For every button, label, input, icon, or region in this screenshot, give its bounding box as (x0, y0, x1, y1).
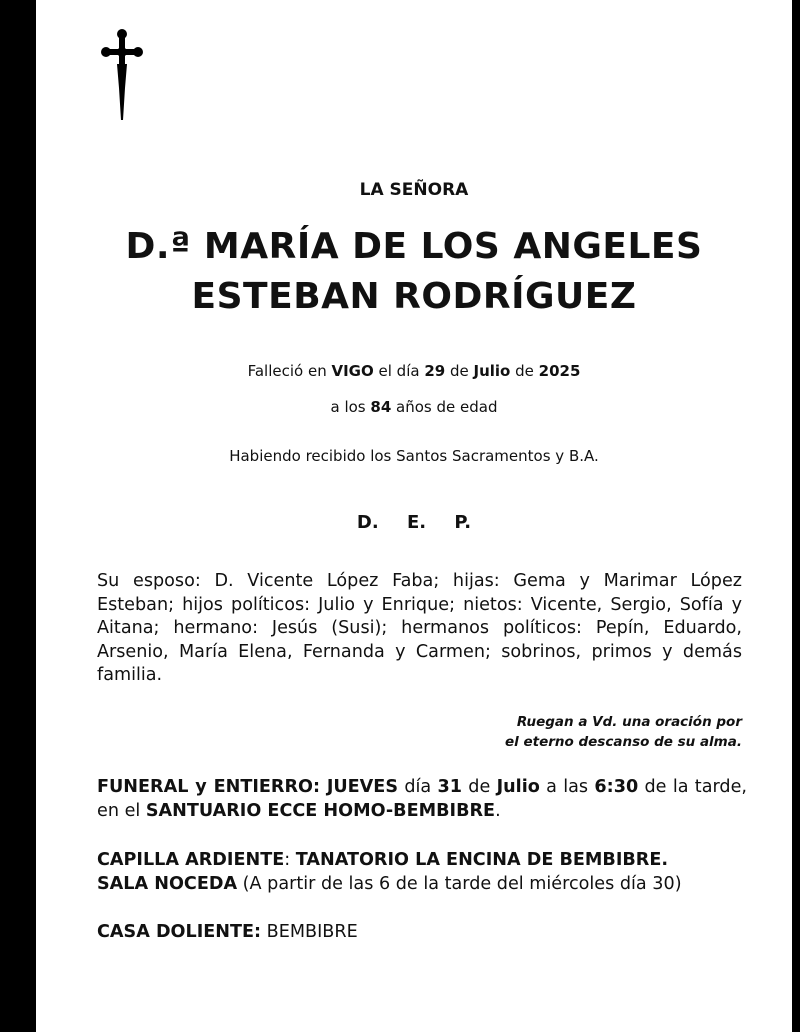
home-info (97, 920, 747, 944)
room-line (97, 872, 747, 896)
chapel-text: : (284, 850, 296, 870)
funeral-month: Julio (496, 777, 540, 797)
left-border (0, 0, 36, 1032)
chapel-label: CAPILLA ARDIENTE (97, 850, 285, 870)
funeral-info (97, 775, 747, 823)
sacraments-text: Habiendo recibido los Santos Sacramentos y B.A. (229, 447, 599, 465)
home-label: CASA DOLIENTE: (97, 922, 262, 942)
death-year: 2025 (538, 362, 581, 380)
funeral-text: a las (539, 777, 595, 797)
deceased-name (36, 222, 792, 322)
death-text: de (445, 362, 474, 380)
chapel-note: (A partir de las 6 de la tarde del miércoles día 30) (237, 874, 682, 894)
age-text: a los (330, 398, 371, 416)
chapel-room: SALA NOCEDA (97, 874, 238, 894)
family-list: Su esposo: D. Vicente López Faba; hijas: Gema y Marimar López Esteban; hijos políticos: Julio y Enrique; nietos: Vicente, Sergio, Sofía y Aitana; hermano: Jesús (Susi); hermanos políticos: Pepín, Eduardo, Arsenio, María Elena, Fernanda y Carmen; sobrinos, primos y demás familia. (97, 571, 742, 685)
funeral-text: , en el (97, 777, 747, 821)
chapel-info (97, 848, 747, 896)
funeral-text: día (398, 777, 438, 797)
funeral-text: de la tarde (638, 777, 742, 797)
death-place: VIGO (331, 362, 374, 380)
death-info (36, 362, 792, 380)
chapel-line (97, 848, 747, 872)
funeral-text: . (495, 801, 501, 821)
deceased-name-line1: D.ª MARÍA DE LOS ANGELES (125, 226, 703, 267)
age-text: años de edad (391, 398, 498, 416)
funeral-time: 6:30 (594, 777, 639, 797)
prayer-text (505, 712, 742, 752)
prayer-line2: el eterno descanso de su alma. (505, 734, 742, 750)
home-value: BEMBIBRE (261, 922, 358, 942)
death-text: de (510, 362, 539, 380)
age-value: 84 (370, 398, 392, 416)
chapel-place: TANATORIO LA ENCINA DE BEMBIBRE. (295, 850, 669, 870)
funeral-text: de (461, 777, 497, 797)
funeral-day: 31 (437, 777, 462, 797)
honorific-heading: LA SEÑORA (359, 180, 469, 200)
prayer-line1: Ruegan a Vd. una oración por (516, 714, 742, 730)
deceased-name-line2: ESTEBAN RODRÍGUEZ (191, 276, 637, 317)
death-text: el día (373, 362, 425, 380)
cross-icon (100, 28, 144, 122)
funeral-place: SANTUARIO ECCE HOMO-BEMBIBRE (145, 801, 496, 821)
death-text: Falleció en (247, 362, 332, 380)
death-day: 29 (424, 362, 446, 380)
death-month: Julio (473, 362, 511, 380)
funeral-label: FUNERAL y ENTIERRO: JUEVES (97, 777, 398, 797)
dep-heading: D. E. P. (356, 512, 472, 533)
right-border (792, 0, 800, 1032)
age-info (36, 398, 792, 416)
